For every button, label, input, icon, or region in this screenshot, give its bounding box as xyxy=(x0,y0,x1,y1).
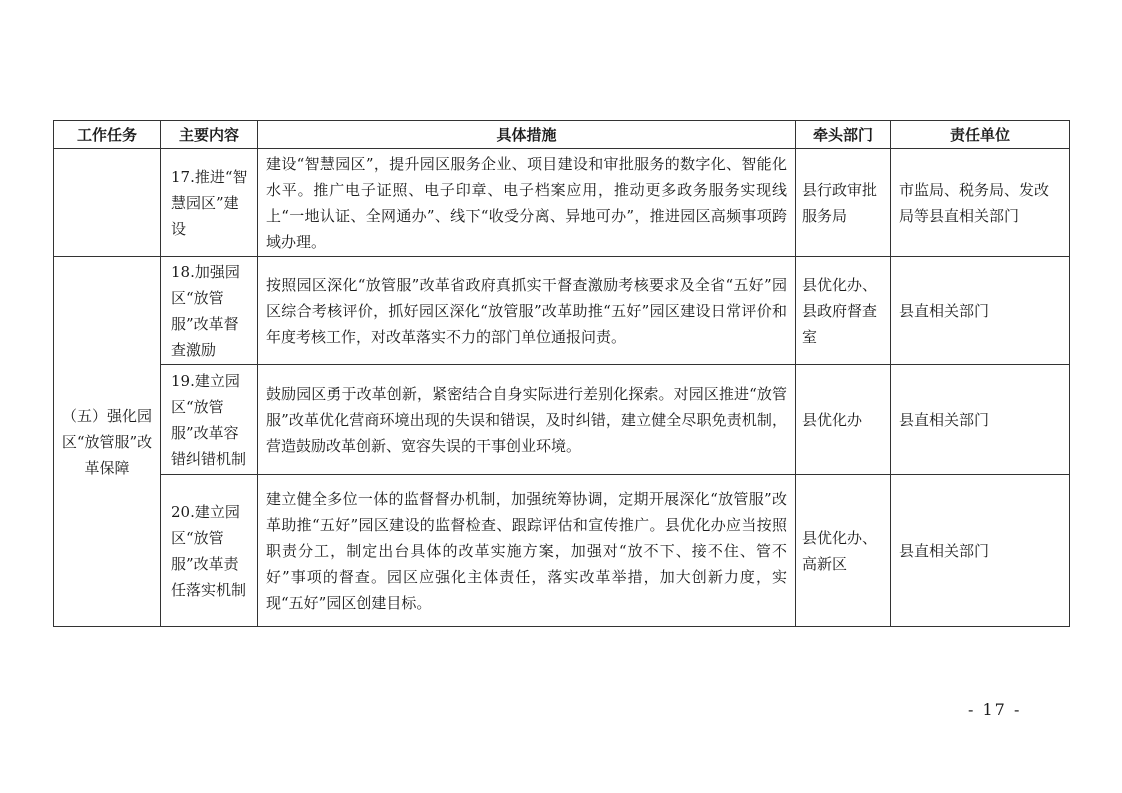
page-number: - 17 - xyxy=(968,700,1022,719)
header-task: 工作任务 xyxy=(54,121,161,149)
responsible-unit-cell: 县直相关部门 xyxy=(891,257,1070,365)
measure-cell: 建立健全多位一体的监督督办机制，加强统筹协调，定期开展深化“放管服”改革助推“五好”园区建设的监督检查、跟踪评估和宣传推广。县优化办应当按照职责分工，制定出台具体的改革实施方案，加强对“放不下、接不住、管不好”事项的督查。园区应强化主体责任，落实改革举措，加大创新力度，实现“五好”园区创建目标。 xyxy=(258,475,796,627)
header-responsible: 责任单位 xyxy=(891,121,1070,149)
responsible-unit-cell: 县直相关部门 xyxy=(891,475,1070,627)
lead-department-cell: 县优化办 xyxy=(796,365,891,475)
measure-cell: 建设“智慧园区”，提升园区服务企业、项目建设和审批服务的数字化、智能化水平。推广电子证照、电子印章、电子档案应用，推动更多政务服务实现线上“一地认证、全网通办”、线下“收受分离、异地可办”，推进园区高频事项跨域办理。 xyxy=(258,149,796,257)
responsible-unit-cell: 市监局、税务局、发改局等县直相关部门 xyxy=(891,149,1070,257)
header-lead: 牵头部门 xyxy=(796,121,891,149)
content-cell: 19.建立园区“放管服”改革容错纠错机制 xyxy=(161,365,258,475)
header-content: 主要内容 xyxy=(161,121,258,149)
table-row xyxy=(54,149,1070,257)
measure-cell: 按照园区深化“放管服”改革省政府真抓实干督查激励考核要求及全省“五好”园区综合考核评价，抓好园区深化“放管服”改革助推“五好”园区建设日常评价和年度考核工作，对改革落实不力的部门单位通报问责。 xyxy=(258,257,796,365)
task-table xyxy=(53,120,1070,627)
table-header-row xyxy=(54,121,1070,149)
table-row xyxy=(54,257,1070,365)
responsible-unit-cell: 县直相关部门 xyxy=(891,365,1070,475)
content-cell: 18.加强园区“放管服”改革督查激励 xyxy=(161,257,258,365)
task-cell xyxy=(54,149,161,257)
measure-cell: 鼓励园区勇于改革创新，紧密结合自身实际进行差别化探索。对园区推进“放管服”改革优化营商环境出现的失误和错误，及时纠错，建立健全尽职免责机制，营造鼓励改革创新、宽容失误的干事创业环境。 xyxy=(258,365,796,475)
content-cell: 17.推进“智慧园区”建设 xyxy=(161,149,258,257)
table-row xyxy=(54,475,1070,627)
table-row xyxy=(54,365,1070,475)
lead-department-cell: 县行政审批服务局 xyxy=(796,149,891,257)
lead-department-cell: 县优化办、县政府督查室 xyxy=(796,257,891,365)
task-cell: （五）强化园区“放管服”改革保障 xyxy=(54,257,161,627)
content-cell: 20.建立园区“放管服”改革责任落实机制 xyxy=(161,475,258,627)
lead-department-cell: 县优化办、高新区 xyxy=(796,475,891,627)
header-measures: 具体措施 xyxy=(258,121,796,149)
